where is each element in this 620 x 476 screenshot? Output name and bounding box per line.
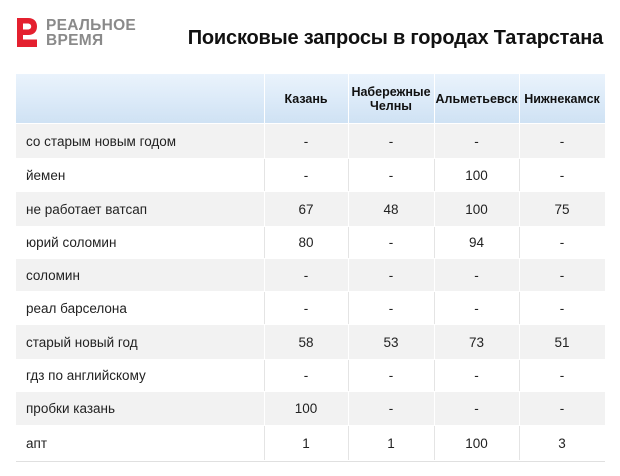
brand-logo[interactable] bbox=[14, 17, 164, 49]
value-cell: - bbox=[474, 401, 479, 416]
table-row bbox=[16, 291, 605, 324]
query-cell: не работает ватсап bbox=[26, 201, 148, 217]
value-cell: - bbox=[388, 235, 394, 250]
value-cell: - bbox=[559, 300, 565, 316]
column-header: Набережные Челны bbox=[351, 84, 431, 113]
table-row bbox=[16, 391, 605, 425]
value-cell: 1 bbox=[302, 435, 310, 451]
value-cell: - bbox=[559, 133, 565, 149]
table-header-row bbox=[16, 74, 605, 123]
brand-name bbox=[46, 18, 136, 48]
value-cell: - bbox=[559, 368, 565, 383]
table-row bbox=[16, 359, 605, 391]
value-cell: - bbox=[388, 401, 394, 416]
value-cell: 53 bbox=[383, 334, 399, 350]
value-cell: - bbox=[303, 167, 309, 183]
query-cell: апт bbox=[26, 435, 48, 451]
value-cell: - bbox=[303, 267, 309, 283]
query-cell: со старым новым годом bbox=[26, 133, 177, 149]
query-cell: юрий соломин bbox=[26, 235, 117, 250]
value-cell: 100 bbox=[294, 401, 318, 416]
value-cell: - bbox=[559, 401, 565, 416]
brand-name-line2: ВРЕМЯ bbox=[46, 32, 104, 49]
value-cell: - bbox=[474, 133, 479, 149]
query-cell: реал барселона bbox=[26, 300, 127, 316]
brand-name-line1: РЕАЛЬНОЕ bbox=[46, 17, 137, 34]
table-row bbox=[16, 158, 605, 191]
value-cell: - bbox=[388, 133, 394, 149]
table-row bbox=[16, 425, 605, 460]
value-cell: - bbox=[303, 368, 309, 383]
table-body bbox=[16, 123, 605, 460]
value-cell: 1 bbox=[387, 435, 395, 451]
value-cell: 3 bbox=[558, 435, 566, 451]
value-cell: - bbox=[559, 167, 565, 183]
value-cell: 67 bbox=[298, 201, 314, 217]
value-cell: 51 bbox=[554, 334, 570, 350]
value-cell: - bbox=[559, 267, 565, 283]
column-header: Казань bbox=[284, 91, 328, 106]
value-cell: - bbox=[388, 267, 394, 283]
query-cell: пробки казань bbox=[26, 401, 116, 416]
value-cell: 100 bbox=[465, 167, 488, 183]
value-cell: - bbox=[474, 300, 479, 316]
value-cell: 75 bbox=[554, 201, 570, 217]
value-cell: 48 bbox=[383, 201, 399, 217]
value-cell: 100 bbox=[465, 435, 488, 451]
query-cell: гдз по английскому bbox=[26, 368, 146, 383]
value-cell: - bbox=[474, 368, 479, 383]
value-cell: 80 bbox=[298, 235, 314, 250]
header bbox=[0, 0, 620, 62]
value-cell: - bbox=[388, 300, 394, 316]
value-cell: - bbox=[559, 235, 565, 250]
table-row bbox=[16, 258, 605, 291]
table-row bbox=[16, 191, 605, 226]
value-cell: - bbox=[388, 368, 394, 383]
table-row bbox=[16, 324, 605, 359]
page-title: Поисковые запросы в городах Татарстана bbox=[187, 27, 603, 49]
value-cell: 58 bbox=[298, 334, 314, 350]
value-cell: - bbox=[388, 167, 394, 183]
column-header: Нижнекамск bbox=[524, 91, 600, 106]
table-row bbox=[16, 226, 605, 258]
value-cell: 94 bbox=[468, 235, 485, 250]
value-cell: - bbox=[303, 133, 309, 149]
value-cell: 100 bbox=[465, 201, 488, 217]
value-cell: - bbox=[474, 267, 479, 283]
value-cell: 73 bbox=[468, 334, 485, 350]
query-cell: соломин bbox=[26, 267, 80, 283]
data-table bbox=[16, 74, 605, 460]
brand-logo-icon bbox=[14, 17, 39, 48]
query-cell: старый новый год bbox=[26, 334, 138, 350]
table-bottom-divider bbox=[16, 461, 605, 462]
column-header: Альметьевск bbox=[435, 91, 518, 106]
table-row bbox=[16, 123, 605, 158]
query-cell: йемен bbox=[26, 167, 66, 183]
value-cell: - bbox=[303, 300, 309, 316]
